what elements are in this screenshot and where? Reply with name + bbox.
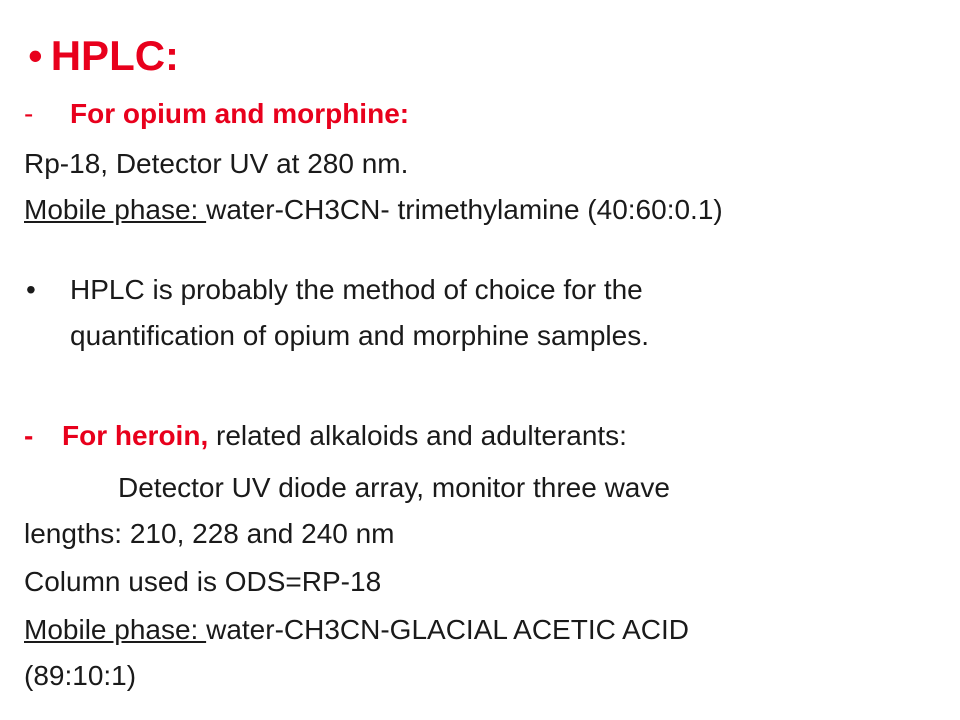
heroin-mobile-ratio: (89:10:1) <box>24 660 137 691</box>
opium-mobile-phase <box>24 192 723 228</box>
opium-line-1: Rp-18, Detector UV at 280 nm. <box>24 148 409 179</box>
heroin-dash: - <box>24 420 34 451</box>
opium-heading <box>24 96 409 132</box>
opium-heading-text: For opium and morphine: <box>70 98 410 129</box>
heroin-line-2: lengths: 210, 228 and 240 nm <box>24 518 395 549</box>
opium-mobile-value: water-CH3CN- trimethylamine (40:60:0.1) <box>206 194 723 225</box>
heroin-line-1: Detector UV diode array, monitor three wave <box>118 472 670 503</box>
heroin-mobile-phase <box>24 612 689 648</box>
heroin-heading <box>24 418 627 454</box>
opium-dash: - <box>24 98 34 129</box>
heroin-heading-text: For heroin, <box>62 420 209 451</box>
heroin-heading-rest: related alkaloids and adulterants: <box>208 420 627 451</box>
heroin-mobile-label: Mobile phase: <box>24 614 207 645</box>
title-bullet: • <box>28 32 43 79</box>
heroin-line-3: Column used is ODS=RP-18 <box>24 566 382 597</box>
heroin-mobile-value: water-CH3CN-GLACIAL ACETIC ACID <box>206 614 689 645</box>
bullet-marker: • <box>26 274 36 305</box>
title-text: HPLC: <box>50 32 180 79</box>
slide-title <box>28 30 179 82</box>
bullet-line-1: HPLC is probably the method of choice for the <box>70 274 643 305</box>
bullet-line-2: quantification of opium and morphine samples. <box>70 320 650 351</box>
opium-mobile-label: Mobile phase: <box>24 194 207 225</box>
